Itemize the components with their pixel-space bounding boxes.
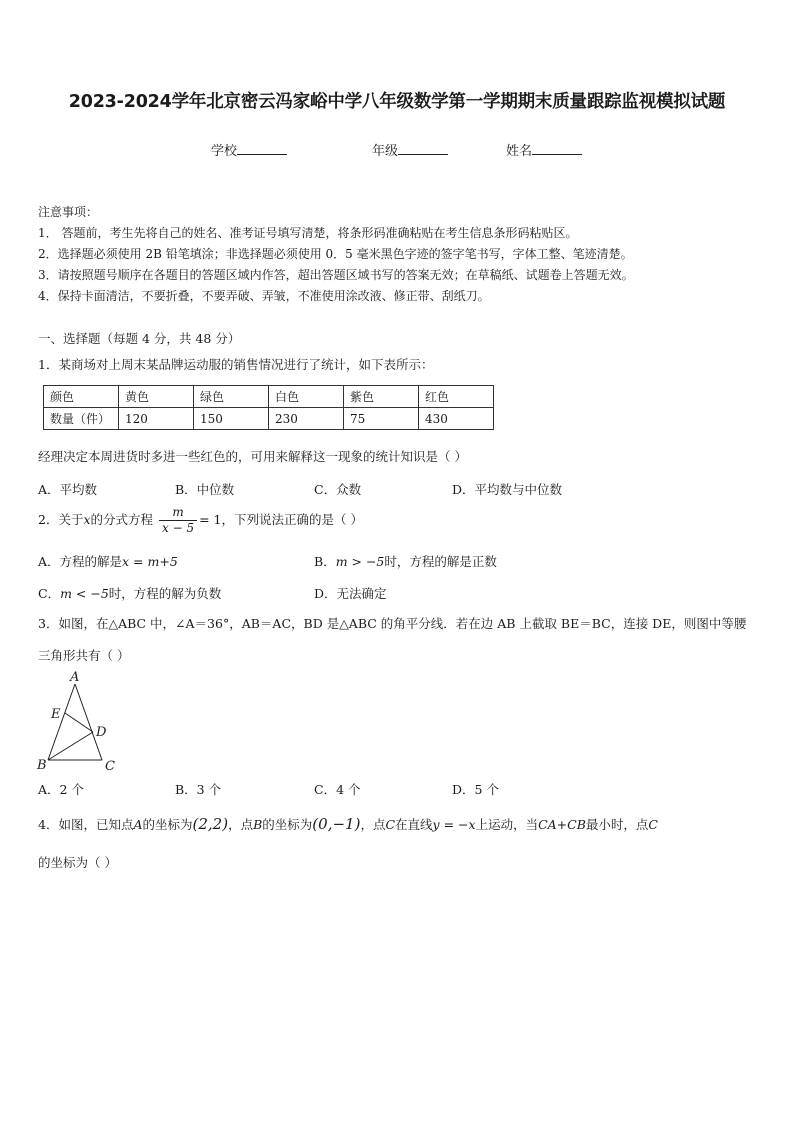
q2-opt-c-label: C．	[38, 586, 61, 601]
label-b: B	[37, 758, 47, 773]
label-d: D	[96, 725, 107, 740]
exam-title: 2023-2024学年北京密云冯家峪中学八年级数学第一学期期末质量跟踪监视模拟试题	[68, 92, 726, 112]
q1-option-d[interactable]: D．平均数与中位数	[452, 482, 563, 497]
q4-text-1: 4．如图，已知点	[38, 817, 134, 832]
q2-opt-c-text: 时，方程的解为负数	[108, 586, 222, 601]
name-blank[interactable]	[532, 140, 582, 155]
q2-opt-b-text: 时，方程的解是正数	[384, 554, 497, 569]
q4-coord-a: (2,2)	[192, 815, 229, 833]
table-cell: 150	[194, 408, 269, 430]
q2-opt-b-label: B．	[314, 554, 336, 569]
q4-text-2: 的坐标为	[142, 817, 193, 832]
q2-fraction	[159, 505, 197, 536]
q3-option-c[interactable]: C．4 个	[314, 782, 361, 797]
q3-stem-line1: 3．如图，在△ABC 中，∠A＝36°，AB＝AC，BD 是△ABC 的角平分线．若在边 AB 上截取 BE＝BC，连接 DE，则图中等腰	[38, 616, 747, 631]
q3-stem-line2: 三角形共有（ ）	[38, 648, 130, 663]
q2-option-c[interactable]	[38, 584, 221, 602]
q2-stem-a: 2．关于	[38, 512, 84, 527]
name-label: 姓名	[506, 144, 533, 159]
table-cell: 绿色	[194, 386, 269, 408]
table-cell: 120	[119, 408, 194, 430]
table-row	[44, 408, 494, 430]
q1-option-c[interactable]: C．众数	[314, 482, 362, 497]
q3-option-d[interactable]: D．5 个	[452, 782, 499, 797]
label-e: E	[51, 707, 61, 722]
q4-text-4: 的坐标为	[262, 817, 313, 832]
q1-stem: 1．某商场对上周末某品牌运动服的销售情况进行了统计，如下表所示：	[38, 357, 434, 372]
q1-option-b[interactable]: B．中位数	[175, 482, 235, 497]
section-1-heading: 一、选择题（每题 4 分，共 48 分）	[38, 331, 241, 346]
q2-var-x: x	[83, 512, 91, 527]
q4-stem-line2: 的坐标为（ ）	[38, 855, 117, 870]
q4-text-8: 最小时，点	[585, 817, 649, 832]
q4-coord-b: (0,−1)	[312, 815, 361, 833]
q2-eq: = 1	[199, 512, 222, 527]
q2-stem-c: ，下列说法正确的是（ ）	[221, 512, 363, 527]
q4-point-c-2: C	[648, 817, 658, 832]
table-row	[44, 386, 494, 408]
q2-option-d[interactable]: D．无法确定	[314, 586, 387, 601]
q4-text-3: ，点	[228, 817, 254, 832]
label-c: C	[105, 759, 115, 774]
table-cell: 颜色	[44, 386, 119, 408]
table-cell: 数量（件）	[44, 408, 119, 430]
notice-heading: 注意事项：	[38, 205, 99, 219]
q1-sales-table	[43, 385, 494, 430]
school-blank[interactable]	[237, 140, 287, 155]
q2-stem	[38, 505, 363, 536]
q2-frac-num: m	[159, 505, 197, 521]
q1-question: 经理决定本周进货时多进一些红色的，可用来解释这一现象的统计知识是（ ）	[38, 449, 467, 464]
q3-triangle-figure	[32, 666, 132, 776]
notice-item-1: 1． 答题前，考生先将自己的姓名、准考证号填写清楚，将条形码准确粘贴在考生信息条形码粘贴区。	[38, 226, 578, 240]
q3-option-a[interactable]: A．2 个	[38, 782, 84, 797]
label-a: A	[70, 670, 80, 685]
grade-label: 年级	[372, 144, 399, 159]
q2-option-a[interactable]	[38, 552, 178, 570]
notice-item-4: 4．保持卡面清洁，不要折叠，不要弄破、弄皱，不准使用涂改液、修正带、刮纸刀。	[38, 289, 490, 303]
q2-opt-c-math: m < −5	[60, 586, 109, 601]
school-field	[211, 140, 287, 159]
q2-frac-den: x − 5	[162, 521, 195, 535]
segment-ab	[48, 684, 75, 760]
table-cell: 230	[269, 408, 344, 430]
q4-stem-line1	[38, 815, 658, 833]
q2-opt-b-math: m > −5	[335, 554, 385, 569]
segment-bd	[48, 732, 93, 760]
table-cell: 430	[419, 408, 494, 430]
school-label: 学校	[211, 144, 238, 159]
table-cell: 黄色	[119, 386, 194, 408]
table-cell: 紫色	[344, 386, 419, 408]
q4-line-eq: y = −x	[432, 817, 476, 832]
table-cell: 75	[344, 408, 419, 430]
q4-expr: CA+CB	[538, 817, 586, 832]
notice-item-2: 2．选择题必须使用 2B 铅笔填涂；非选择题必须使用 0．5 毫米黑色字迹的签字笔书写，字体工整、笔迹清楚。	[38, 247, 633, 261]
q3-option-b[interactable]: B．3 个	[175, 782, 222, 797]
table-cell: 红色	[419, 386, 494, 408]
q4-point-a: A	[133, 817, 143, 832]
q2-stem-b: 的分式方程	[90, 512, 154, 527]
q4-text-5: ，点	[360, 817, 386, 832]
grade-field	[372, 140, 448, 159]
table-cell: 白色	[269, 386, 344, 408]
q4-point-b: B	[253, 817, 263, 832]
q2-opt-a-math: x = m+5	[122, 554, 178, 569]
q4-text-7: 上运动，当	[475, 817, 539, 832]
notice-item-3: 3．请按照题号顺序在各题目的答题区域内作答，超出答题区域书写的答案无效；在草稿纸、试题卷上答题无效。	[38, 268, 634, 282]
q1-option-a[interactable]: A．平均数	[38, 482, 98, 497]
name-field	[506, 140, 582, 159]
q2-opt-a-text: A．方程的解是	[38, 554, 123, 569]
grade-blank[interactable]	[398, 140, 448, 155]
q4-point-c: C	[385, 817, 396, 832]
q4-text-6: 在直线	[395, 817, 433, 832]
q2-option-b[interactable]	[314, 552, 497, 570]
